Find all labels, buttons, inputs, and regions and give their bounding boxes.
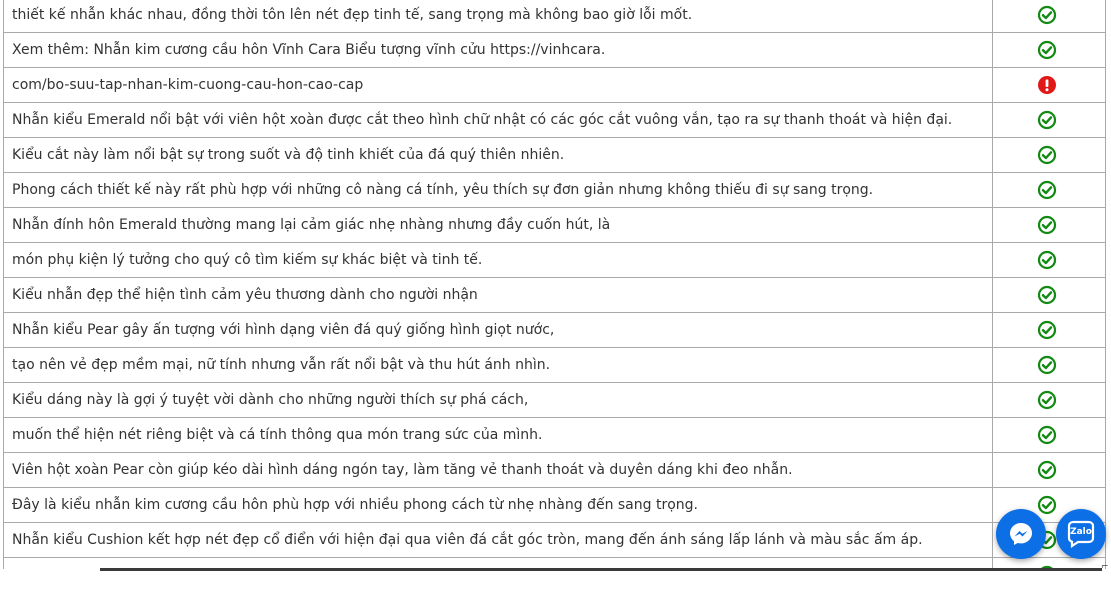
sentence-cell: Viên hột xoàn Pear còn giúp kéo dài hình dáng ngón tay, làm tăng vẻ thanh thoát và duyên dáng khi đeo nhẫn. — [4, 453, 993, 488]
check-icon — [1037, 355, 1057, 375]
check-icon — [1037, 5, 1057, 25]
sentence-cell: tạo nên vẻ đẹp mềm mại, nữ tính nhưng vẫn rất nổi bật và thu hút ánh nhìn. — [4, 348, 993, 383]
check-icon — [1037, 145, 1057, 165]
status-cell — [993, 208, 1106, 243]
check-icon — [1037, 425, 1057, 445]
sentence-cell: Xem thêm: Nhẫn kim cương cầu hôn Vĩnh Cara Biểu tượng vĩnh cửu https://vinhcara. — [4, 33, 993, 68]
result-row — [4, 313, 1106, 348]
check-results-table — [3, 0, 1106, 569]
sentence-cell: thiết kế nhẫn khác nhau, đồng thời tôn lên nét đẹp tinh tế, sang trọng mà không bao giờ lỗi mốt. — [4, 0, 993, 33]
status-cell — [993, 138, 1106, 173]
result-row — [4, 243, 1106, 278]
status-cell — [993, 103, 1106, 138]
sentence-cell: muốn thể hiện nét riêng biệt và cá tính thông qua món trang sức của mình. — [4, 418, 993, 453]
check-icon — [1037, 110, 1057, 130]
result-row — [4, 523, 1106, 558]
check-icon — [1037, 320, 1057, 340]
check-icon — [1037, 180, 1057, 200]
status-cell — [993, 0, 1106, 33]
sentence-cell: Phong cách thiết kế này rất phù hợp với những cô nàng cá tính, yêu thích sự đơn giản nhưng không thiếu đi sự sang trọng. — [4, 173, 993, 208]
result-row — [4, 348, 1106, 383]
sentence-cell: Đây là kiểu nhẫn kim cương cầu hôn phù hợp với nhiều phong cách từ nhẹ nhàng đến sang trọng. — [4, 488, 993, 523]
sentence-cell: com/bo-suu-tap-nhan-kim-cuong-cau-hon-cao-cap — [4, 68, 993, 103]
zalo-button[interactable] — [1056, 509, 1106, 559]
check-icon — [1037, 390, 1057, 410]
check-icon — [1037, 40, 1057, 60]
status-cell — [993, 33, 1106, 68]
sentence-cell: Kiểu nhẫn đẹp thể hiện tình cảm yêu thương dành cho người nhận — [4, 278, 993, 313]
status-cell — [993, 383, 1106, 418]
status-cell — [993, 278, 1106, 313]
status-cell — [993, 68, 1106, 103]
sentence-cell: Nhẫn kiểu Pear gây ấn tượng với hình dạng viên đá quý giống hình giọt nước, — [4, 313, 993, 348]
result-row — [4, 103, 1106, 138]
status-cell — [993, 173, 1106, 208]
sentence-cell: Nhẫn đính hôn Emerald thường mang lại cảm giác nhẹ nhàng nhưng đầy cuốn hút, là — [4, 208, 993, 243]
result-row — [4, 418, 1106, 453]
messenger-button[interactable] — [996, 509, 1046, 559]
status-cell — [993, 348, 1106, 383]
result-row — [4, 488, 1106, 523]
messenger-icon — [1007, 520, 1035, 548]
result-row — [4, 173, 1106, 208]
result-row — [4, 453, 1106, 488]
sentence-cell: Nhẫn kiểu Cushion kết hợp nét đẹp cổ điển với hiện đại qua viên đá cắt góc tròn, mang đến ánh sáng lấp lánh và màu sắc ấm áp. — [4, 523, 993, 558]
sentence-cell: món phụ kiện lý tưởng cho quý cô tìm kiếm sự khác biệt và tinh tế. — [4, 243, 993, 278]
sentence-cell: Nhẫn kiểu Emerald nổi bật với viên hột xoàn được cắt theo hình chữ nhật có các góc cắt vuông vắn, tạo ra sự thanh thoát và hiện đại. — [4, 103, 993, 138]
error-icon — [1037, 75, 1057, 95]
check-icon — [1037, 285, 1057, 305]
check-results-body — [4, 0, 1106, 569]
resize-handle[interactable]: ⌐ — [1101, 562, 1109, 572]
status-cell — [993, 453, 1106, 488]
sentence-cell: Kiểu cắt này làm nổi bật sự trong suốt và độ tinh khiết của đá quý thiên nhiên. — [4, 138, 993, 173]
result-row — [4, 0, 1106, 33]
check-icon — [1037, 460, 1057, 480]
check-icon — [1037, 495, 1057, 515]
status-cell — [993, 313, 1106, 348]
result-row — [4, 208, 1106, 243]
result-row — [4, 68, 1106, 103]
sentence-cell: Kiểu dáng này là gợi ý tuyệt vời dành cho những người thích sự phá cách, — [4, 383, 993, 418]
status-cell — [993, 418, 1106, 453]
check-icon — [1037, 215, 1057, 235]
result-row — [4, 278, 1106, 313]
zalo-label: Zalo — [1070, 527, 1092, 537]
result-row — [4, 383, 1106, 418]
horizontal-scrollbar[interactable] — [100, 568, 1102, 571]
result-row — [4, 33, 1106, 68]
status-cell — [993, 243, 1106, 278]
check-icon — [1037, 250, 1057, 270]
result-row — [4, 138, 1106, 173]
